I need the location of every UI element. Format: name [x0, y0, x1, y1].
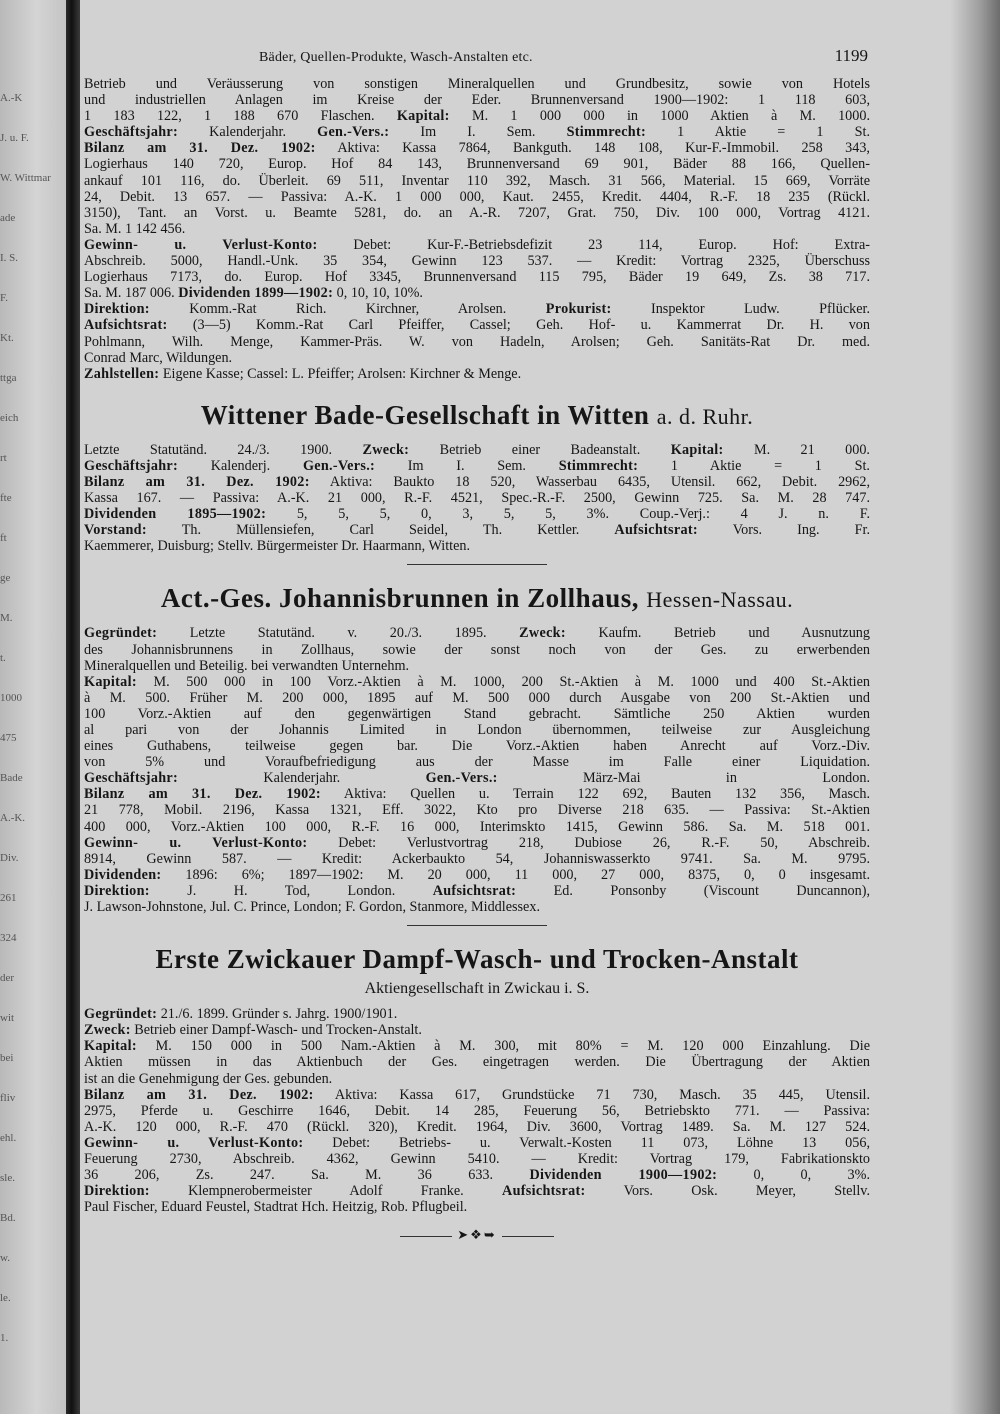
gutter-fragment: 475 [0, 732, 17, 744]
gutter-fragment: t. [0, 652, 6, 664]
gutter-fragment: der [0, 972, 15, 984]
text-line: Direktion: J. H. Tod, London. Aufsichtsrat: Ed. Ponsonby (Viscount Duncannon), [84, 882, 870, 899]
text-line: Kapital: M. 500 000 in 100 Vorz.-Aktien à M. 1000, 200 St.-Aktien à M. 1000 und 400 St.-Aktien [84, 673, 870, 690]
text-line: Dividenden 1895—1902: 5, 5, 5, 0, 3, 5, 5, 3%. Coup.-Verj.: 4 J. n. F. [84, 506, 870, 523]
running-title: Bäder, Quellen-Produkte, Wasch-Anstalten etc. [259, 50, 533, 65]
gutter-fragment: le. [0, 1292, 11, 1304]
text-line: à M. 500. Früher M. 200 000, 1895 auf M. 500 000 durch Ausgabe von 200 St.-Aktien und [84, 689, 870, 706]
gutter-fragment: A.-K [0, 92, 23, 104]
text-line: Dividenden: 1896: 6%; 1897—1902: M. 20 000, 11 000, 27 000, 8375, 0, 0 insgesamt. [84, 866, 870, 883]
text-line: ankauf 101 116, do. Überleit. 69 511, Inventar 110 392, Masch. 31 566, Material. 15 669, Vorräte [84, 172, 870, 189]
text-line: al pari von der Johannis Limited in London übernommen, teilweise zur Ausgleichung [84, 722, 870, 738]
company-subtitle: Aktiengesellschaft in Zwickau i. S. [364, 980, 590, 998]
gutter-fragment: Div. [0, 852, 19, 864]
gutter-fragment: ade [0, 212, 16, 224]
text-line: Aktien müssen in das Aktienbuch der Ges. eingetragen werden. Die Übertragung der Aktien [84, 1054, 870, 1071]
text-line: Gegründet: 21./6. 1899. Gründer s. Jahrg. 1900/1901. [84, 1006, 398, 1023]
gutter-fragment: J. u. F. [0, 132, 29, 144]
left-page-gutter [0, 0, 66, 1414]
section-zwickau [84, 1006, 870, 1215]
text-line: Gegründet: Letzte Statutänd. v. 20./3. 1895. Zweck: Kaufm. Betrieb und Ausnutzung [84, 625, 870, 642]
gutter-fragment: 324 [0, 932, 17, 944]
book-spine-shadow [66, 0, 80, 1414]
gutter-fragment: W. Wittmar [0, 172, 51, 184]
text-line: 3150), Tant. an Vorst. u. Beamte 5281, do. an A.-R. 7207, Grat. 750, Div. 100 000, Vortrag 4121. [84, 204, 870, 221]
gutter-fragment: 261 [0, 892, 17, 904]
gutter-fragment: w. [0, 1252, 10, 1264]
text-line: von 5% und Voraufbefriedigung aus der Masse im Falle einer Liquidation. [84, 754, 870, 771]
text-line: A.-K. 120 000, R.-F. 470 (Rückl. 320), Kredit. 1964, Div. 3600, Vortrag 1489. Sa. M. 127 524. [84, 1118, 870, 1135]
text-line: Gewinn- u. Verlust-Konto: Debet: Kur-F.-Betriebsdefizit 23 114, Europ. Hof: Extra- [84, 236, 870, 253]
text-line: Bilanz am 31. Dez. 1902: Aktiva: Kassa 617, Grundstücke 71 730, Masch. 35 445, Utensil. [84, 1086, 870, 1103]
gutter-fragment: bei [0, 1052, 14, 1064]
company-name: Wittener Bade-Gesellschaft in Witten [200, 399, 650, 430]
text-line: und industriellen Anlagen im Kreise der Eder. Brunnenversand 1900—1902: 1 118 603, [84, 92, 870, 109]
text-line: des Johannisbrunnens in Zollhaus, sowie der sonst noch von der Ges. zu erwerbenden [84, 641, 870, 658]
gutter-fragment: I. S. [0, 252, 19, 264]
text-line: Bilanz am 31. Dez. 1902: Aktiva: Baukto 18 520, Wasserbau 6435, Utensil. 662, Debit. 2962, [84, 473, 870, 490]
gutter-fragment: sle. [0, 1172, 15, 1184]
company-location: a. d. Ruhr. [656, 403, 754, 429]
company-title-zwickau [84, 944, 870, 974]
text-line: 1 183 122, 1 188 670 Flaschen. Kapital: M. 1 000 000 in 1000 Aktien à M. 1000. [84, 108, 870, 125]
text-line: 24, Debit. 13 657. — Passiva: A.-K. 1 000 000, Kaut. 2455, Kredit. 4404, R.-F. 18 235 (Rückl. [84, 188, 870, 205]
text-line: 8914, Gewinn 587. — Kredit: Ackerbaukto 54, Johanniswasserkto 9741. Sa. M. 9795. [84, 850, 870, 867]
text-line: Logierhaus 7173, do. Europ. Hof 3345, Brunnenversand 115 795, Bäder 19 649, Zs. 38 717. [84, 269, 870, 286]
gutter-fragment: fliv [0, 1092, 16, 1104]
section-continued [84, 76, 870, 382]
text-line: Sa. M. 187 006. Dividenden 1899—1902: 0, 10, 10, 10%. [84, 285, 423, 302]
gutter-fragment: ge [0, 572, 11, 584]
gutter-fragment: F. [0, 292, 8, 304]
text-line: Geschäftsjahr: Kalenderj. Gen.-Vers.: Im I. Sem. Stimmrecht: 1 Aktie = 1 St. [84, 457, 870, 474]
gutter-fragment: Bd. [0, 1212, 16, 1224]
gutter-fragment: eich [0, 412, 19, 424]
company-name: Erste Zwickauer Dampf-Wasch- und Trocken-Anstalt [155, 944, 799, 975]
text-line: Kapital: M. 150 000 in 500 Nam.-Aktien à M. 300, mit 80% = M. 120 000 Einzahlung. Die [84, 1038, 870, 1055]
section-witten [84, 442, 870, 555]
section-divider [407, 564, 547, 565]
gutter-fragment: ttga [0, 372, 17, 384]
text-line: Gewinn- u. Verlust-Konto: Debet: Betriebs- u. Verwalt.-Kosten 11 073, Löhne 13 056, [84, 1134, 870, 1151]
section-johannisbrunnen [84, 625, 870, 915]
gutter-fragment: M. [0, 612, 13, 624]
company-title-witten [84, 400, 870, 432]
company-name: Act.-Ges. Johannisbrunnen in Zollhaus, [160, 583, 639, 614]
text-line: eines Guthabens, teilweise gegen bar. Die Vorz.-Aktien haben Anrecht auf Vorz.-Div. [84, 738, 870, 755]
text-line: Direktion: Komm.-Rat Rich. Kirchner, Arolsen. Prokurist: Inspektor Ludw. Pflücker. [84, 301, 870, 318]
text-line: Sa. M. 1 142 456. [84, 220, 186, 237]
text-line: 2975, Pferde u. Geschirre 1646, Debit. 14 285, Feuerung 56, Betriebskto 771. — Passiva: [84, 1102, 870, 1119]
text-line: Zweck: Betrieb einer Dampf-Wasch- und Trocken-Anstalt. [84, 1022, 422, 1039]
text-line: Conrad Marc, Wildungen. [84, 349, 233, 366]
gutter-fragment: fte [0, 492, 12, 504]
gutter-fragment: 1. [0, 1332, 9, 1344]
text-line: 21 778, Mobil. 2196, Kassa 1321, Eff. 3022, Kto pro Diverse 218 635. — Passiva: St.-Aktien [84, 802, 870, 819]
text-line: Bilanz am 31. Dez. 1902: Aktiva: Quellen u. Terrain 122 692, Bauten 132 356, Masch. [84, 786, 870, 803]
gutter-fragment: A.-K. [0, 812, 26, 824]
text-line: Geschäftsjahr: Kalenderjahr. Gen.-Vers.: März-Mai in London. [84, 770, 870, 787]
text-line: Paul Fischer, Eduard Feustel, Stadtrat Hch. Heitzig, Rob. Pflugbeil. [84, 1199, 468, 1216]
text-line: Feuerung 2730, Abschreib. 4362, Gewinn 5410. — Kredit: Vortrag 179, Fabrikationskto [84, 1150, 870, 1167]
running-head [84, 46, 870, 76]
text-line: Mineralquellen und Beteilig. bei verwandten Unternehm. [84, 657, 410, 674]
gutter-fragment: 1000 [0, 692, 22, 704]
company-title-johannisbrunnen [84, 583, 870, 615]
text-line: 36 206, Zs. 247. Sa. M. 36 633. Dividenden 1900—1902: 0, 0, 3%. [84, 1167, 870, 1184]
gutter-fragment: ehl. [0, 1132, 17, 1144]
page-number: 1199 [834, 46, 868, 65]
text-line: Letzte Statutänd. 24./3. 1900. Zweck: Betrieb einer Badeanstalt. Kapital: M. 21 000. [84, 441, 870, 458]
end-ornament: ➤❖➥ [84, 1227, 870, 1243]
text-line: Vorstand: Th. Müllensiefen, Carl Seidel, Th. Kettler. Aufsichtsrat: Vors. Ing. Fr. [84, 522, 870, 539]
text-line: Aufsichtsrat: (3—5) Komm.-Rat Carl Pfeiffer, Cassel; Geh. Hof- u. Kammerrat Dr. H. von [84, 317, 870, 334]
company-location: Hessen-Nassau. [646, 587, 794, 613]
text-line: 400 000, Vorz.-Aktien 100 000, R.-F. 16 000, Interimskto 1415, Gewinn 586. Sa. M. 518 001. [84, 818, 870, 835]
gutter-fragment: Bade [0, 772, 23, 784]
gutter-fragment: rt [0, 452, 7, 464]
text-line: Kassa 167. — Passiva: A.-K. 21 000, R.-F. 4521, Spec.-R.-F. 2500, Gewinn 725. Sa. M. 28 747. [84, 490, 870, 507]
text-line: Gewinn- u. Verlust-Konto: Debet: Verlustvortrag 218, Dubiose 26, R.-F. 50, Abschreib. [84, 834, 870, 851]
text-line: Zahlstellen: Eigene Kasse; Cassel: L. Pfeiffer; Arolsen: Kirchner & Menge. [84, 365, 522, 382]
text-line: Bilanz am 31. Dez. 1902: Aktiva: Kassa 7864, Bankguth. 148 108, Kur-F.-Immobil. 258 343, [84, 140, 870, 157]
text-line: ist an die Genehmigung der Ges. gebunden. [84, 1070, 333, 1087]
text-line: Logierhaus 140 720, Europ. Hof 84 143, Brunnenversand 69 901, Bäder 88 166, Quellen- [84, 156, 870, 173]
document-page [84, 46, 870, 1243]
section-divider [407, 925, 547, 926]
text-line: Geschäftsjahr: Kalenderjahr. Gen.-Vers.: Im I. Sem. Stimmrecht: 1 Aktie = 1 St. [84, 124, 870, 141]
text-line: J. Lawson-Johnstone, Jul. C. Prince, London; F. Gordon, Stanmore, Middlessex. [84, 899, 540, 916]
text-line: Kaemmerer, Duisburg; Stellv. Bürgermeister Dr. Haarmann, Witten. [84, 538, 471, 555]
gutter-fragment: ft [0, 532, 7, 544]
text-line: Betrieb und Veräusserung von sonstigen Mineralquellen und Grundbesitz, sowie von Hotels [84, 76, 870, 92]
gutter-fragment: wit [0, 1012, 15, 1024]
right-edge-shadow [950, 0, 1000, 1414]
gutter-fragment: Kt. [0, 332, 14, 344]
text-line: 100 Vorz.-Aktien auf den gegenwärtigen Stand gebracht. Sämtliche 250 Aktien wurden [84, 705, 870, 722]
text-line: Pohlmann, Wilh. Menge, Kammer-Präs. W. von Hadeln, Arolsen; Geh. Sanitäts-Rat Dr. med. [84, 333, 870, 350]
text-line: Abschreib. 5000, Handl.-Unk. 35 354, Gewinn 123 537. — Kredit: Vortrag 2325, Überschuss [84, 253, 870, 270]
text-line: Direktion: Klempnerobermeister Adolf Franke. Aufsichtsrat: Vors. Osk. Meyer, Stellv. [84, 1183, 870, 1200]
